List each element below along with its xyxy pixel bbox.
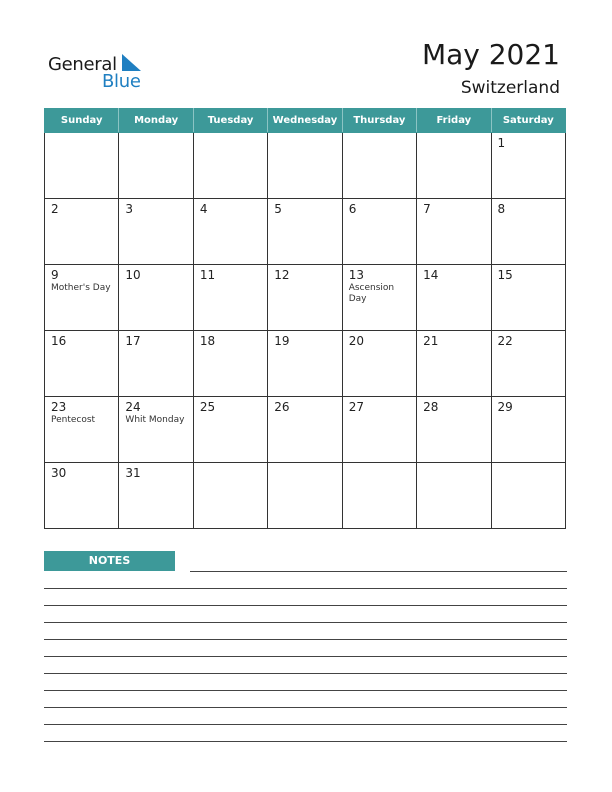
day-number: 2 (51, 202, 59, 216)
day-cell (342, 265, 416, 331)
day-cell (268, 199, 342, 265)
day-number: 28 (423, 400, 439, 414)
week-row (45, 397, 566, 463)
day-cell (342, 463, 416, 529)
day-cell (342, 397, 416, 463)
note-line (44, 724, 567, 725)
day-cell (45, 331, 119, 397)
day-number: 1 (497, 136, 506, 150)
day-number: 25 (199, 400, 216, 414)
day-cell (268, 331, 342, 397)
day-number: 29 (497, 400, 513, 414)
day-number: 11 (199, 268, 216, 282)
brand-name-blue: Blue (102, 71, 141, 92)
day-cell (119, 463, 193, 529)
note-line (44, 605, 567, 606)
day-number: 22 (497, 334, 513, 348)
day-cell (417, 133, 491, 199)
day-number: 21 (423, 334, 439, 348)
day-cell (342, 199, 416, 265)
day-number: 16 (51, 334, 67, 348)
holiday-label: Pentecost (51, 415, 96, 425)
day-number: 3 (125, 202, 134, 216)
week-row (45, 265, 566, 331)
day-cell (268, 463, 342, 529)
page-title: May 2021 (421, 38, 560, 71)
holiday-label: Mother's Day (51, 283, 111, 293)
note-line (44, 690, 567, 691)
day-cell (119, 133, 193, 199)
weekday-header: Saturday (491, 109, 565, 133)
day-number: 7 (423, 202, 431, 216)
note-line (44, 588, 567, 589)
day-number: 30 (51, 466, 67, 480)
calendar-grid (44, 108, 566, 529)
country-name: Switzerland (460, 78, 560, 98)
notes-label: NOTES (44, 551, 175, 571)
day-cell (491, 133, 565, 199)
day-cell (417, 199, 491, 265)
note-line (44, 639, 567, 640)
weekday-header: Friday (417, 109, 491, 133)
day-number: 31 (125, 466, 141, 480)
day-number: 17 (125, 334, 141, 348)
day-cell (491, 463, 565, 529)
day-cell (193, 463, 267, 529)
day-number: 6 (348, 202, 357, 216)
day-number: 14 (423, 268, 439, 282)
week-row (45, 199, 566, 265)
day-number: 19 (274, 334, 290, 348)
week-row (45, 133, 566, 199)
day-cell (491, 397, 565, 463)
day-number: 18 (199, 334, 216, 348)
day-cell (193, 199, 267, 265)
holiday-label: Ascension Day (348, 283, 395, 304)
day-cell (193, 331, 267, 397)
day-cell (342, 133, 416, 199)
day-cell (45, 397, 119, 463)
day-number: 15 (497, 268, 513, 282)
day-cell (193, 397, 267, 463)
day-cell (268, 397, 342, 463)
day-cell (342, 331, 416, 397)
weekday-header-row (45, 109, 566, 133)
weekday-header: Monday (119, 109, 193, 133)
holiday-label: Whit Monday (125, 415, 185, 425)
note-line (44, 673, 567, 674)
weekday-header: Thursday (342, 109, 416, 133)
brand-triangle-icon (120, 54, 142, 72)
day-cell (119, 199, 193, 265)
note-line (190, 571, 567, 572)
brand-logo (48, 54, 158, 90)
day-cell (491, 265, 565, 331)
day-number: 26 (274, 400, 290, 414)
week-row (45, 331, 566, 397)
day-cell (119, 265, 193, 331)
day-cell (45, 463, 119, 529)
note-line (44, 707, 567, 708)
day-number: 4 (199, 202, 208, 216)
day-cell (45, 199, 119, 265)
weekday-header: Wednesday (268, 109, 342, 133)
day-number: 20 (348, 334, 364, 348)
note-line (44, 656, 567, 657)
day-number: 27 (348, 400, 364, 414)
day-number: 23 (51, 400, 67, 414)
week-row (45, 463, 566, 529)
day-cell (417, 265, 491, 331)
note-line (44, 622, 567, 623)
day-number: 10 (125, 268, 141, 282)
day-number: 8 (497, 202, 506, 216)
day-cell (45, 133, 119, 199)
day-number: 5 (274, 202, 282, 216)
brand-name-general: General (48, 54, 117, 75)
day-cell (268, 265, 342, 331)
day-cell (417, 463, 491, 529)
day-cell (417, 331, 491, 397)
weekday-header: Tuesday (193, 109, 267, 133)
day-cell (119, 397, 193, 463)
day-cell (491, 199, 565, 265)
note-line (44, 741, 567, 742)
day-cell (417, 397, 491, 463)
day-number: 24 (125, 400, 141, 414)
day-cell (119, 331, 193, 397)
day-cell (193, 265, 267, 331)
day-number: 12 (274, 268, 290, 282)
day-cell (193, 133, 267, 199)
day-cell (268, 133, 342, 199)
day-cell (491, 331, 565, 397)
day-cell (45, 265, 119, 331)
weekday-header: Sunday (45, 109, 119, 133)
day-number: 13 (348, 268, 364, 282)
day-number: 9 (51, 268, 59, 282)
